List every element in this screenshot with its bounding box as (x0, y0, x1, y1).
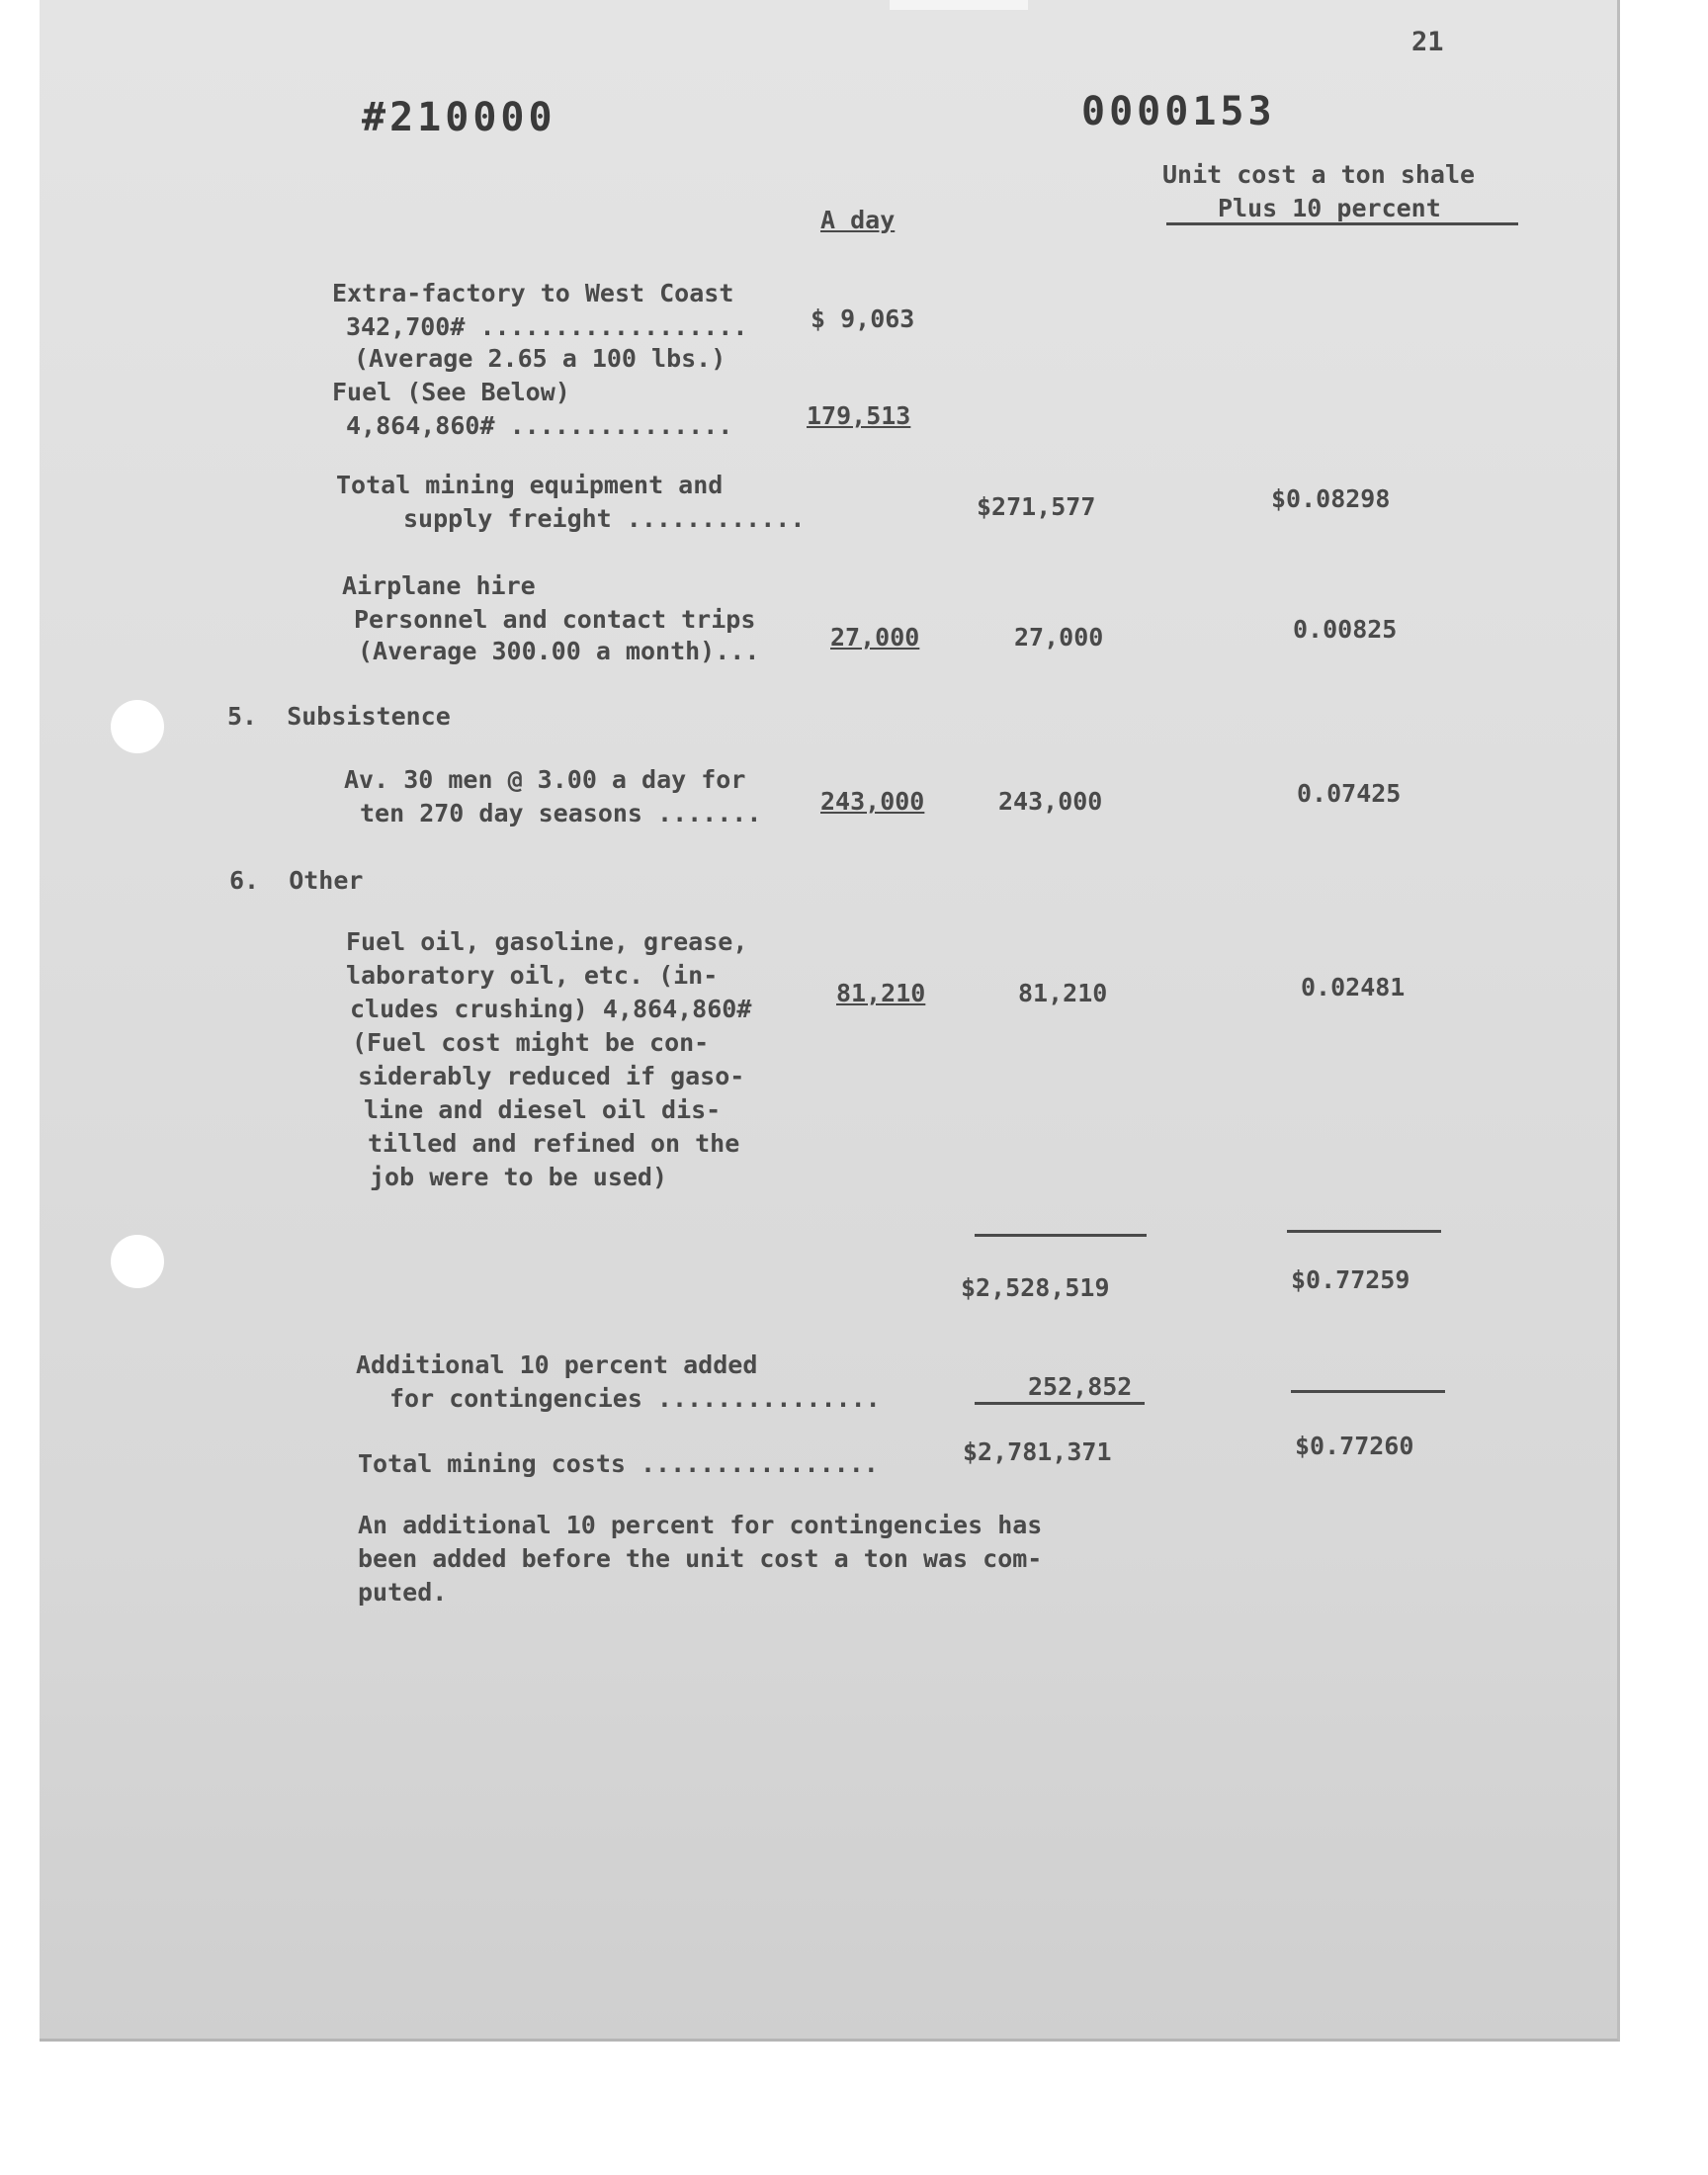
freight-average: (Average 2.65 a 100 lbs.) (354, 344, 726, 373)
subsistence-line1: Av. 30 men @ 3.00 a day for (344, 765, 746, 794)
contingency-rule (975, 1402, 1145, 1405)
other-sub-amount: 81,210 (836, 979, 926, 1007)
subsistence-unit: 0.07425 (1297, 779, 1402, 808)
other-line: tilled and refined on the (368, 1129, 740, 1158)
other-line: (Fuel cost might be con- (352, 1028, 710, 1057)
airplane-amount: 27,000 (1014, 623, 1104, 652)
total-freight-amount: $271,577 (977, 492, 1096, 521)
subsistence-heading: 5. Subsistence (227, 702, 451, 731)
airplane-sub-amount: 27,000 (830, 623, 920, 652)
subtotal-unit-rule (1287, 1230, 1441, 1233)
contingency-unit-rule (1291, 1390, 1445, 1393)
punch-hole (111, 700, 164, 753)
subtotal-unit: $0.77259 (1291, 1265, 1410, 1294)
stamp-number-right: 0000153 (1081, 89, 1276, 134)
total-freight-line2: supply freight ............ (403, 504, 806, 533)
airplane-line2: Personnel and contact trips (354, 605, 756, 634)
other-amount: 81,210 (1018, 979, 1108, 1007)
total-mining-amount: $2,781,371 (963, 1437, 1112, 1466)
total-mining-unit: $0.77260 (1295, 1432, 1414, 1460)
fuel-label: Fuel (See Below) (332, 378, 570, 406)
other-heading: 6. Other (229, 866, 364, 895)
subtotal-amount: $2,528,519 (961, 1273, 1110, 1302)
other-line: line and diesel oil dis- (364, 1095, 722, 1124)
fuel-amount: 179,513 (807, 401, 911, 430)
other-line: laboratory oil, etc. (in- (346, 961, 719, 990)
freight-label: Extra-factory to West Coast (332, 279, 734, 307)
stamp-number-left: #210000 (362, 95, 556, 140)
page-number: 21 (1411, 27, 1444, 57)
other-line: cludes crushing) 4,864,860# (350, 995, 752, 1023)
total-freight-line1: Total mining equipment and (336, 471, 724, 499)
total-mining-label: Total mining costs ................ (358, 1449, 879, 1478)
contingency-line2: for contingencies ............... (389, 1384, 881, 1413)
airplane-label: Airplane hire (342, 571, 536, 600)
subtotal-rule (975, 1234, 1147, 1237)
note-line: puted. (358, 1578, 448, 1607)
other-line: job were to be used) (370, 1163, 668, 1191)
header-underline (1166, 222, 1518, 225)
fuel-line: 4,864,860# ............... (346, 411, 733, 440)
other-line: Fuel oil, gasoline, grease, (346, 927, 748, 956)
document-page (40, 0, 1620, 2042)
paper-scrap (890, 0, 1028, 10)
note-line: been added before the unit cost a ton was com- (358, 1544, 1043, 1573)
punch-hole (111, 1235, 164, 1288)
contingency-amount: 252,852 (1028, 1372, 1133, 1401)
contingency-line1: Additional 10 percent added (356, 1350, 758, 1379)
subsistence-sub-amount: 243,000 (820, 787, 925, 816)
total-freight-unit: $0.08298 (1271, 484, 1391, 513)
column-header-a-day: A day (820, 206, 896, 234)
note-line: An additional 10 percent for contingencies has (358, 1511, 1043, 1539)
subsistence-amount: 243,000 (998, 787, 1103, 816)
column-header-unit-cost: Unit cost a ton shale (1162, 160, 1476, 189)
other-unit: 0.02481 (1301, 973, 1406, 1001)
airplane-line3: (Average 300.00 a month)... (358, 637, 760, 665)
column-header-plus-10: Plus 10 percent (1218, 194, 1441, 222)
subsistence-line2: ten 270 day seasons ....... (360, 799, 762, 827)
other-line: siderably reduced if gaso- (358, 1062, 745, 1090)
freight-weight-amount: $ 9,063 (811, 304, 915, 333)
freight-weight-line: 342,700# .................. (346, 312, 748, 341)
airplane-unit: 0.00825 (1293, 615, 1398, 644)
